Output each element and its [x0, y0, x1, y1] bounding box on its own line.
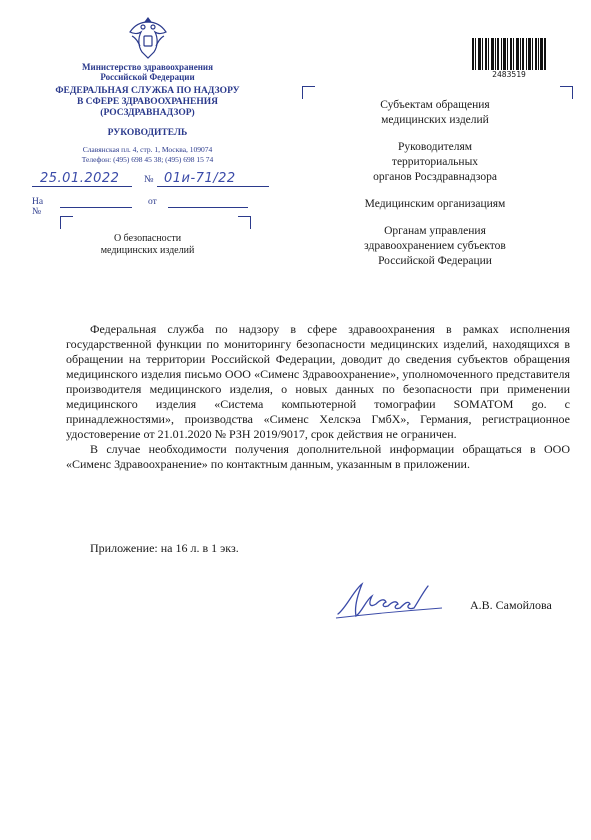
corner-bracket: [238, 216, 251, 229]
number-label: №: [144, 174, 154, 185]
body-paragraph-1: Федеральная служба по надзору в сфере здравоохранения в рамках исполнения государственной функции по мониторингу безопасности медицинских изделий, находящихся в обращении на территории Российской Федерации, доводит до сведения субъектов обращения медицинского изделия письмо ООО «Сименс Здравоохранение», уполномоченного представителя производителя медицинского изделия, о новых данных по безопасности при применении медицинского изделия «Система компьютерной томографии SOMATOM go. с принадлежностями», производства «Сименс Хелскэа ГмбХ», Германия, регистрационное удостоверение от 21.01.2020 № РЗН 2019/9017, срок действия не ограничен.: [66, 322, 570, 441]
attachment-note: Приложение: на 16 л. в 1 экз.: [90, 541, 239, 555]
letter-body: [66, 322, 570, 472]
signature-icon: [332, 578, 452, 623]
body-paragraph-2: В случае необходимости получения дополнительной информации обращаться в ООО «Сименс Здравоохранение» по контактным данным, указанным в приложении.: [66, 442, 570, 471]
phone: Телефон: (495) 698 45 38; (495) 698 15 74: [81, 155, 214, 164]
letter-number: 01и-71/22: [164, 171, 236, 186]
reference-number-label: На №: [32, 197, 44, 217]
agency-name: ФЕДЕРАЛЬНАЯ СЛУЖБА ПО НАДЗОРУ В СФЕРЕ ЗДРАВООХРАНЕНИЯ (РОСЗДРАВНАДЗОР): [55, 86, 240, 118]
recipient-4: Органам управления здравоохранением субъектов Российской Федерации: [364, 225, 506, 267]
date-number-line: [32, 171, 272, 191]
reference-date-label: от: [148, 197, 157, 207]
corner-bracket: [60, 216, 73, 229]
address-block: [55, 145, 240, 165]
letter-date: 25.01.2022: [40, 171, 120, 186]
recipient-1: Субъектам обращения медицинских изделий: [380, 99, 490, 126]
recipients-block: [330, 98, 540, 281]
signer-name: А.В. Самойлова: [470, 598, 552, 612]
barcode-number: 2483519: [492, 70, 526, 79]
barcode-icon: [472, 38, 546, 70]
address: Славянская пл. 4, стр. 1, Москва, 109074: [82, 145, 213, 154]
letter-subject: О безопасности медицинских изделий: [100, 233, 195, 256]
head-title: РУКОВОДИТЕЛЬ: [107, 128, 188, 138]
ministry-name: Министерство здравоохранения Российской Федерации: [82, 62, 213, 82]
corner-bracket: [560, 86, 573, 99]
recipient-3: Медицинским организациям: [364, 198, 506, 210]
recipient-2: Руководителям территориальных органов Росздравнадзора: [373, 141, 497, 183]
corner-bracket: [302, 86, 315, 99]
coat-of-arms-icon: [124, 12, 172, 62]
